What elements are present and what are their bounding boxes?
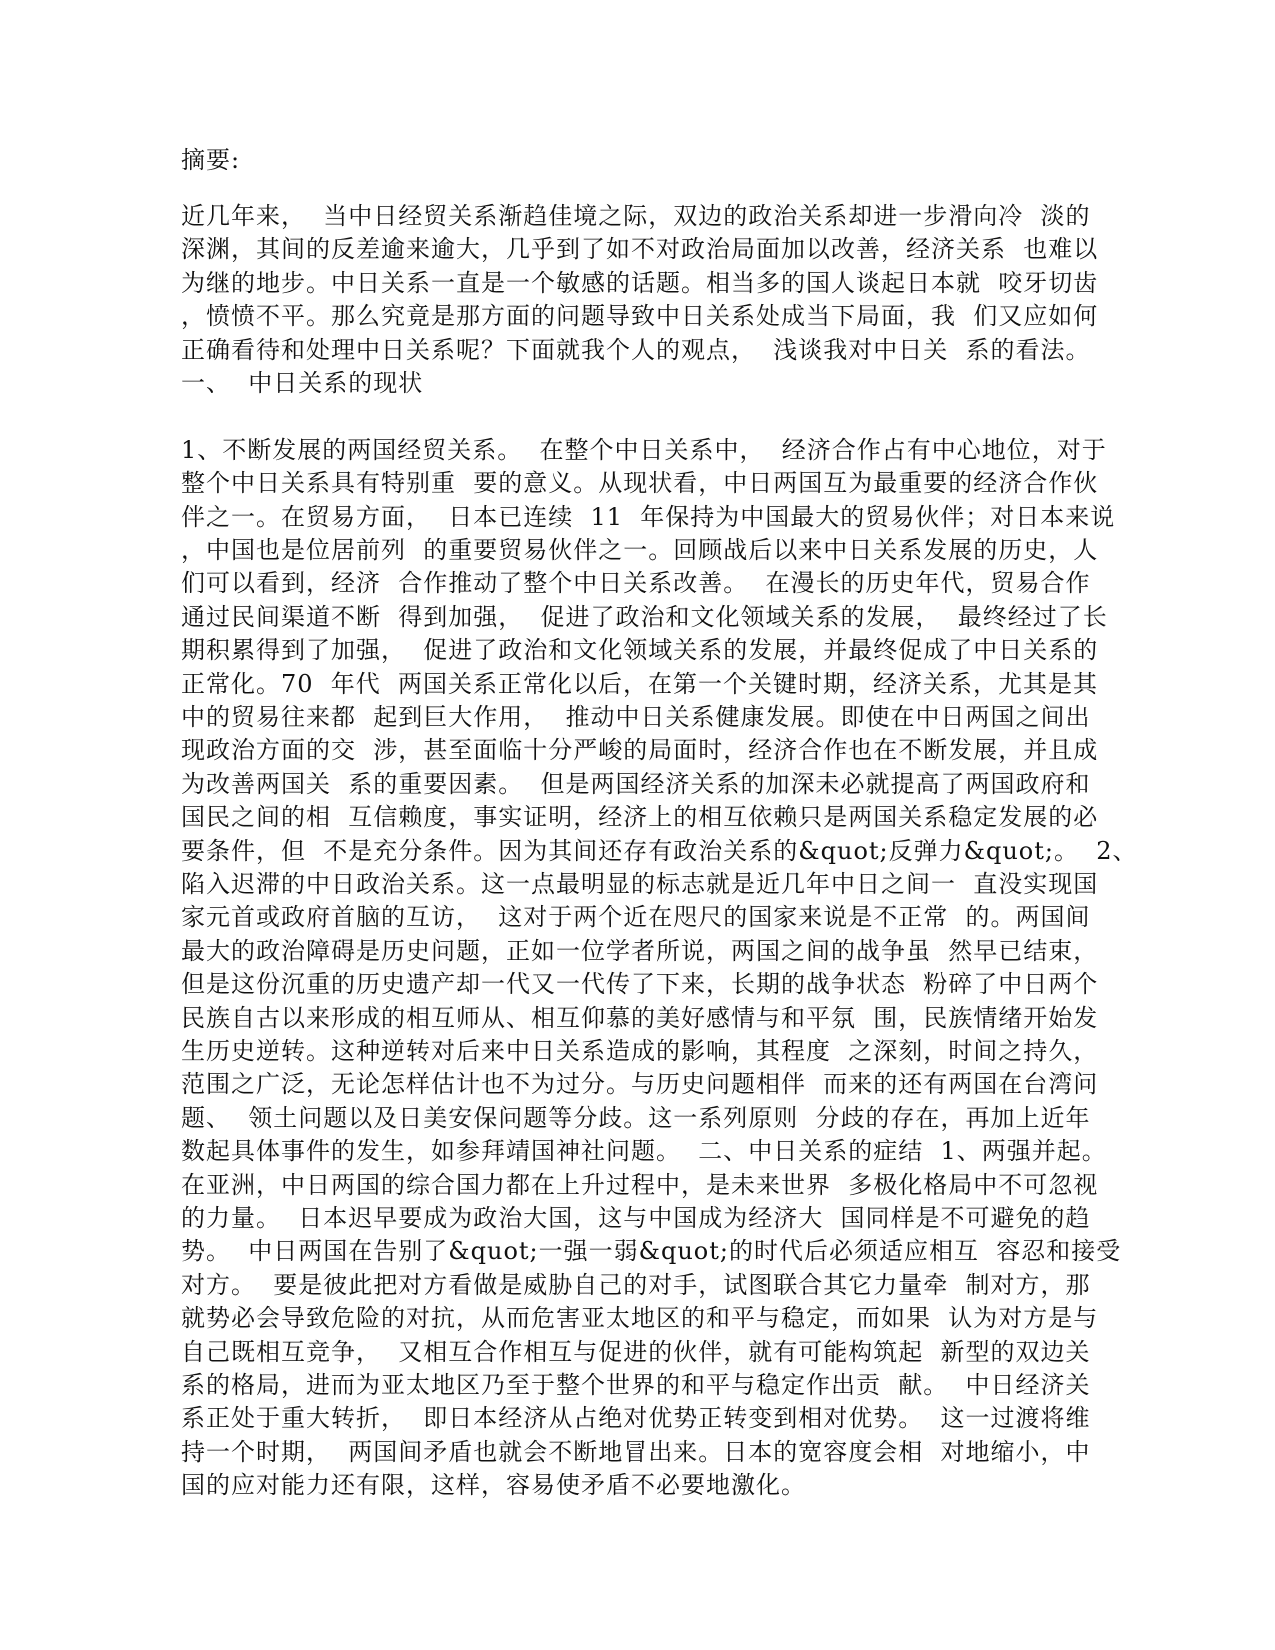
body-line: 陷入迟滞的中日政治关系。这一点最明显的标志就是近几年中日之间一 直没实现国 (181, 870, 1099, 898)
body-line: 深渊，其间的反差逾来逾大，几乎到了如不对政治局面加以改善，经济关系 也难以 (181, 235, 1099, 263)
body-line: 自己既相互竞争， 又相互合作相互与促进的伙伴，就有可能构筑起 新型的双边关 (181, 1338, 1091, 1366)
document-heading: 摘要: (181, 146, 241, 174)
body-line: 民族自古以来形成的相互师从、相互仰慕的美好感情与和平氛 围，民族情绪开始发 (181, 1004, 1099, 1032)
body-line: 正常化。70 年代 两国关系正常化以后，在第一个关键时期，经济关系，尤其是其 (181, 670, 1099, 698)
body-line: 系正处于重大转折， 即日本经济从占绝对优势正转变到相对优势。 这一过渡将维 (181, 1404, 1091, 1432)
body-line: 1、不断发展的两国经贸关系。 在整个中日关系中， 经济合作占有中心地位，对于 (181, 436, 1107, 464)
body-line: 数起具体事件的发生，如参拜靖国神社问题。 二、中日关系的症结 1、两强并起。 (181, 1137, 1107, 1165)
body-line: 就势必会导致危险的对抗，从而危害亚太地区的和平与稳定，而如果 认为对方是与 (181, 1304, 1099, 1332)
body-line: 对方。 要是彼此把对方看做是威胁自己的对手，试图联合其它力量牵 制对方，那 (181, 1271, 1091, 1299)
body-line: 在亚洲，中日两国的综合国力都在上升过程中，是未来世界 多极化格局中不可忽视 (181, 1171, 1099, 1199)
body-line: 国的应对能力还有限，这样，容易使矛盾不必要地激化。 (181, 1471, 806, 1499)
body-line: ，愤愤不平。那么究竟是那方面的问题导致中日关系处成当下局面，我 们又应如何 (181, 302, 1099, 330)
body-line: 为改善两国关 系的重要因素。 但是两国经济关系的加深未必就提高了两国政府和 (181, 770, 1091, 798)
body-line: 生历史逆转。这种逆转对后来中日关系造成的影响，其程度 之深刻，时间之持久， (181, 1037, 1099, 1065)
body-line: 的力量。 日本迟早要成为政治大国，这与中国成为经济大 国同样是不可避免的趋 (181, 1204, 1091, 1232)
body-line: 近几年来， 当中日经贸关系渐趋佳境之际，双边的政治关系却进一步滑向冷 淡的 (181, 202, 1091, 230)
body-line: 现政治方面的交 涉，甚至面临十分严峻的局面时，经济合作也在不断发展，并且成 (181, 736, 1099, 764)
body-line: 但是这份沉重的历史遗产却一代又一代传了下来，长期的战争状态 粉碎了中日两个 (181, 970, 1099, 998)
body-line: ，中国也是位居前列 的重要贸易伙伴之一。回顾战后以来中日关系发展的历史，人 (181, 536, 1099, 564)
body-line: 正确看待和处理中日关系呢？下面就我个人的观点， 浅谈我对中日关 系的看法。 (181, 336, 1091, 364)
body-line: 家元首或政府首脑的互访， 这对于两个近在咫尺的国家来说是不正常 的。两国间 (181, 903, 1091, 931)
body-line: 期积累得到了加强， 促进了政治和文化领域关系的发展，并最终促成了中日关系的 (181, 636, 1099, 664)
body-line: 一、 中日关系的现状 (181, 369, 424, 397)
body-line: 系的格局，进而为亚太地区乃至于整个世界的和平与稳定作出贡 献。 中日经济关 (181, 1371, 1091, 1399)
body-line: 势。 中日两国在告别了&quot;一强一弱&quot;的时代后必须适应相互 容忍和接受 (181, 1237, 1122, 1265)
body-line: 通过民间渠道不断 得到加强， 促进了政治和文化领域关系的发展， 最终经过了长 (181, 603, 1108, 631)
body-line: 整个中日关系具有特别重 要的意义。从现状看，中日两国互为最重要的经济合作伙 (181, 469, 1099, 497)
body-line: 伴之一。在贸易方面， 日本已连续 11 年保持为中国最大的贸易伙伴；对日本来说 (181, 503, 1116, 531)
body-line: 题、 领土问题以及日美安保问题等分歧。这一系列原则 分歧的存在，再加上近年 (181, 1104, 1091, 1132)
body-line: 范围之广泛，无论怎样估计也不为过分。与历史问题相伴 而来的还有两国在台湾问 (181, 1070, 1099, 1098)
body-line: 们可以看到，经济 合作推动了整个中日关系改善。 在漫长的历史年代，贸易合作 (181, 569, 1091, 597)
body-line: 中的贸易往来都 起到巨大作用， 推动中日关系健康发展。即使在中日两国之间出 (181, 703, 1091, 731)
body-line: 持一个时期， 两国间矛盾也就会不断地冒出来。日本的宽容度会相 对地缩小，中 (181, 1438, 1091, 1466)
body-line: 国民之间的相 互信赖度，事实证明，经济上的相互依赖只是两国关系稳定发展的必 (181, 803, 1099, 831)
body-line: 为继的地步。中日关系一直是一个敏感的话题。相当多的国人谈起日本就 咬牙切齿 (181, 269, 1099, 297)
body-line: 要条件，但 不是充分条件。因为其间还存有政治关系的&quot;反弹力&quot;。 2、 (181, 837, 1138, 865)
body-line: 最大的政治障碍是历史问题，正如一位学者所说，两国之间的战争虽 然早已结束， (181, 937, 1099, 965)
